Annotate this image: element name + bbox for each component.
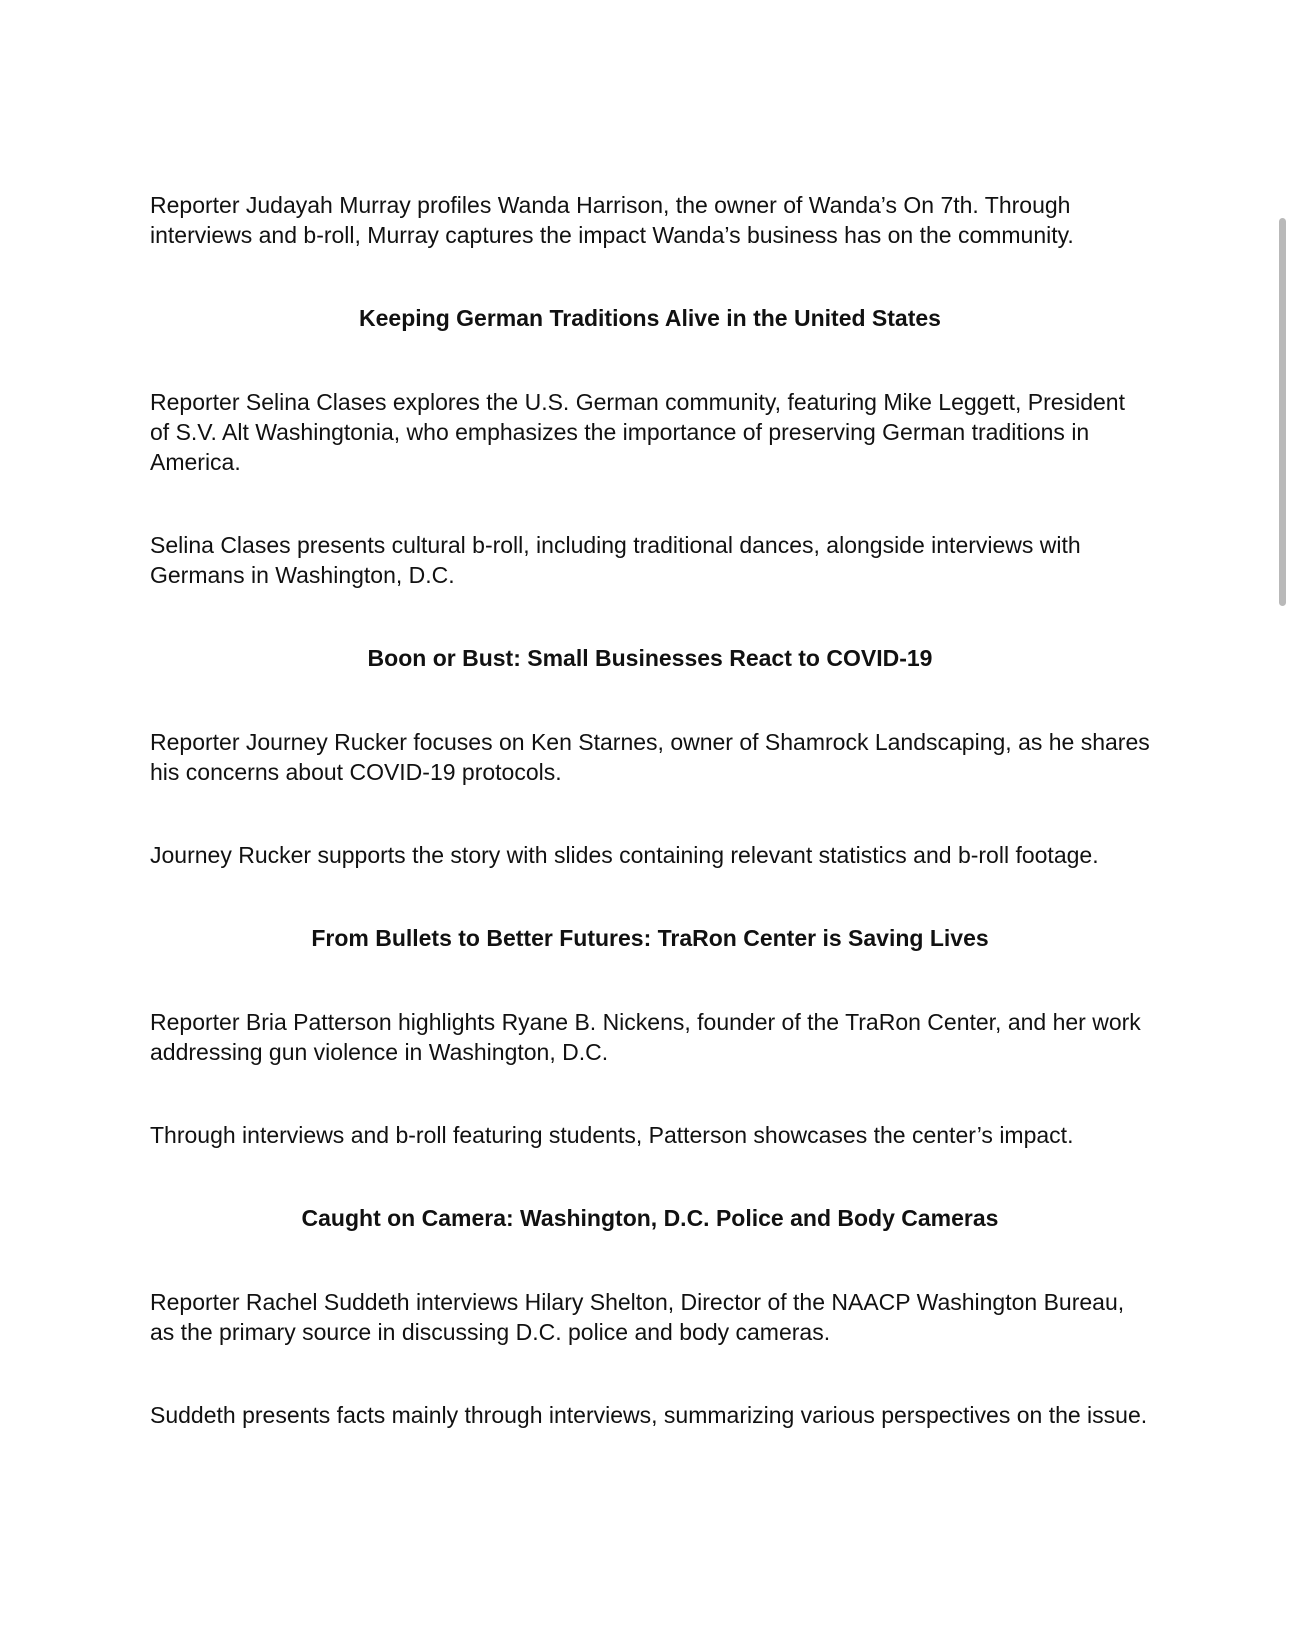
scrollbar-thumb[interactable] <box>1279 218 1286 606</box>
vertical-scrollbar[interactable] <box>1276 0 1290 1648</box>
paragraph-clases-community: Reporter Selina Clases explores the U.S. German community, featuring Mike Leggett, President of S.V. Alt Washingtonia, who emphasizes the importance of preserving German traditions in America. <box>150 389 1125 475</box>
paragraph-suddeth-shelton: Reporter Rachel Suddeth interviews Hilary Shelton, Director of the NAACP Washington Bureau, as the primary source in discussing D.C. police and body cameras. <box>150 1289 1125 1345</box>
heading-german-traditions: Keeping German Traditions Alive in the United States <box>359 305 941 331</box>
paragraph-patterson-impact: Through interviews and b-roll featuring students, Patterson showcases the center’s impact. <box>150 1122 1074 1148</box>
document-body <box>150 190 1150 1430</box>
heading-boon-or-bust: Boon or Bust: Small Businesses React to COVID-19 <box>367 645 933 671</box>
heading-traron-center: From Bullets to Better Futures: TraRon Center is Saving Lives <box>311 925 989 951</box>
paragraph-suddeth-facts: Suddeth presents facts mainly through interviews, summarizing various perspectives on the issue. <box>150 1402 1148 1428</box>
paragraph-clases-broll: Selina Clases presents cultural b-roll, including traditional dances, alongside interviews with Germans in Washington, D.C. <box>150 532 1081 588</box>
paragraph-rucker-slides: Journey Rucker supports the story with slides containing relevant statistics and b-roll footage. <box>150 842 1099 868</box>
heading-caught-on-camera: Caught on Camera: Washington, D.C. Police and Body Cameras <box>301 1205 999 1231</box>
paragraph-patterson-nickens: Reporter Bria Patterson highlights Ryane B. Nickens, founder of the TraRon Center, and her work addressing gun violence in Washington, D.C. <box>150 1009 1141 1065</box>
paragraph-rucker-starnes: Reporter Journey Rucker focuses on Ken Starnes, owner of Shamrock Landscaping, as he shares his concerns about COVID-19 protocols. <box>150 729 1150 785</box>
paragraph-murray-profile: Reporter Judayah Murray profiles Wanda Harrison, the owner of Wanda’s On 7th. Through interviews and b-roll, Murray captures the impact Wanda’s business has on the community. <box>150 192 1074 248</box>
